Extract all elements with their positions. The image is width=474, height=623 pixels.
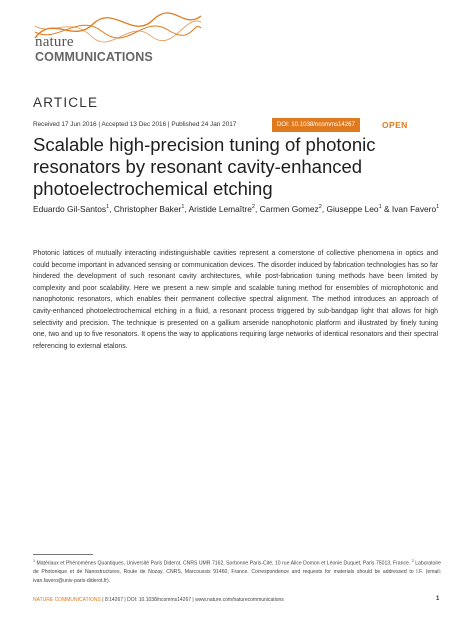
footnote-divider bbox=[33, 554, 93, 555]
author-affiliation: 1 bbox=[378, 204, 382, 211]
author-list bbox=[33, 204, 453, 214]
title-line: photoelectrochemical etching bbox=[33, 178, 273, 199]
title-line: resonators by resonant cavity-enhanced bbox=[33, 156, 363, 177]
open-access-label: OPEN bbox=[382, 120, 408, 130]
author-separator: , bbox=[254, 204, 260, 214]
affiliation-number: 2 bbox=[411, 559, 414, 563]
author-name[interactable]: Ivan Favero bbox=[391, 204, 437, 214]
author-name[interactable]: Christopher Baker bbox=[113, 204, 182, 214]
author-affiliation: 1 bbox=[106, 204, 110, 211]
publication-dates: Received 17 Jun 2016 | Accepted 13 Dec 2016 | Published 24 Jan 2017 bbox=[33, 121, 237, 128]
logo-nature-text: nature bbox=[35, 34, 74, 50]
author-name[interactable]: Aristide Lemaître bbox=[188, 204, 252, 214]
affiliations-footnote bbox=[33, 557, 441, 585]
author-affiliation: 2 bbox=[251, 204, 255, 211]
footer-journal-name: NATURE COMMUNICATIONS bbox=[33, 597, 101, 603]
abstract-text: Photonic lattices of mutually interacting indistinguishable cavities represent a cornerstone of collective phenomena in optics and could become important in advanced sensing or communication devices. The disorder induced by fabrication technologies has so far hindered the development of such resonant cavity architectures, while post-fabrication tuning methods have been limited by complexity and poor scalability. Here we present a new simple and scalable tuning method for ensembles of microphotonic and nanophotonic resonators, which enables their permanent collective spectral alignment. The method introduces an approach of cavity-enhanced photoelectrochemical etching in a fluid, a resonant process triggered by sub-bandgap light that allows for high selectivity and precision. The technique is presented on a gallium arsenide nanophotonic platform and illustrated by finely tuning one, two and up to five resonators. It opens the way to applications requiring large networks of identical resonators and their spectral referencing to external etalons. bbox=[33, 250, 438, 350]
author-separator: & bbox=[381, 204, 392, 214]
page-footer bbox=[33, 597, 443, 603]
title-line: Scalable high-precision tuning of photonic bbox=[33, 134, 376, 155]
article-title bbox=[33, 134, 453, 200]
publication-meta bbox=[33, 118, 443, 132]
author-affiliation: 2 bbox=[318, 204, 322, 211]
page-number: 1 bbox=[436, 596, 440, 602]
logo-communications-text: COMMUNICATIONS bbox=[35, 50, 153, 64]
author-name[interactable]: Giuseppe Leo bbox=[326, 204, 379, 214]
journal-logo bbox=[33, 10, 203, 62]
author-affiliation: 1 bbox=[436, 204, 440, 211]
affiliation-number: 1 bbox=[33, 559, 35, 563]
author-affiliation: 1 bbox=[181, 204, 185, 211]
article-type-label: ARTICLE bbox=[33, 95, 99, 110]
author-separator: , bbox=[184, 204, 189, 214]
doi-link[interactable]: DOI: 10.1038/ncomms14267 bbox=[272, 118, 360, 132]
author-name[interactable]: Eduardo Gil-Santos bbox=[33, 204, 107, 214]
affiliation-text: Matériaux et Phénomènes Quantiques, Université Paris Diderot, CNRS UMR 7162, Sorbonne Paris-Cité, 10 rue Alice Domon et Léonie Duquet, Paris 75013, France. bbox=[35, 560, 412, 567]
author-separator: , bbox=[109, 204, 114, 214]
footer-citation[interactable]: | 8:14267 | DOI: 10.1038/ncomms14267 | www.nature.com/naturecommunications bbox=[100, 597, 284, 603]
author-name[interactable]: Carmen Gomez bbox=[259, 204, 319, 214]
affiliation-text: Laboratoire de Photonique et de Nanostructures, Route de Nozay, CNRS, Marcoussis 91460, France. Correspondence and requests for materials should be addressed to I.F. (email: ivan.favero@univ-paris-diderot.fr). bbox=[33, 560, 441, 584]
author-separator: , bbox=[321, 204, 327, 214]
